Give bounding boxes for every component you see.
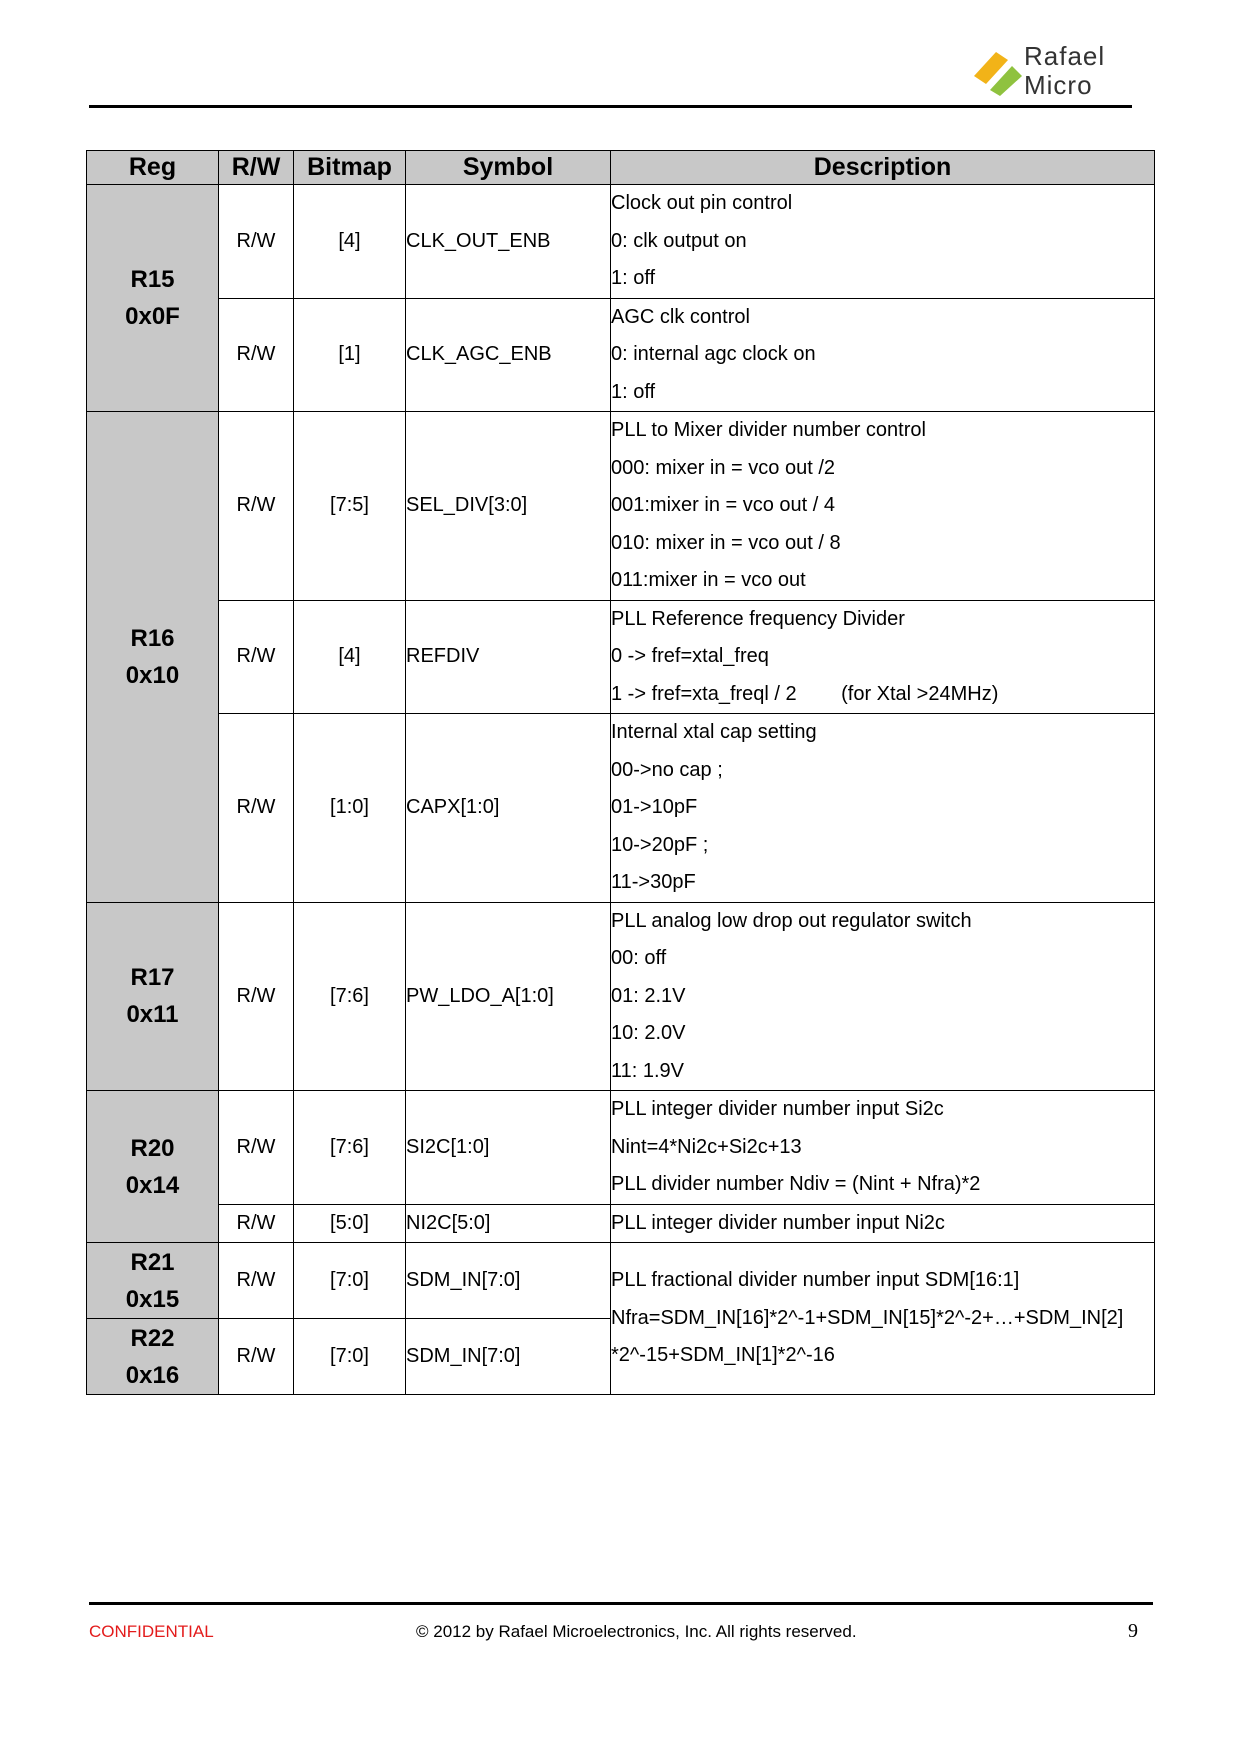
description-line: Internal xtal cap setting: [611, 721, 817, 743]
bitmap-cell: [4]: [294, 185, 406, 299]
description-cell: [611, 714, 1155, 903]
reg-address: 0x14: [125, 1171, 180, 1199]
table-row: [87, 600, 1155, 714]
rw-cell: R/W: [219, 1243, 294, 1319]
col-header-symbol: Symbol: [406, 151, 611, 185]
col-header-description: Description: [611, 151, 1155, 185]
rw-cell: R/W: [219, 714, 294, 903]
reg-name: R22: [130, 1324, 175, 1352]
logo-line-1: Rafael: [1024, 41, 1106, 71]
table-row: [87, 1243, 1155, 1319]
register-table: [86, 150, 1155, 1395]
bitmap-cell: [1]: [294, 298, 406, 412]
description-line: 11: 1.9V: [611, 1059, 685, 1082]
description-line: PLL integer divider number input Si2c: [611, 1098, 944, 1120]
reg-address: 0x15: [125, 1285, 180, 1313]
footer-rule: [89, 1602, 1153, 1605]
description-line: Clock out pin control: [611, 192, 793, 214]
col-header-rw: R/W: [219, 151, 294, 185]
description-line: 01->10pF: [611, 796, 698, 818]
logo-text: [1024, 42, 1105, 100]
page-number: 9: [1128, 1620, 1138, 1642]
reg-address: 0x10: [125, 661, 180, 689]
reg-address: 0x16: [125, 1361, 180, 1389]
bitmap-cell: [7:6]: [294, 1091, 406, 1205]
description-line: 0 -> fref=xtal_freq: [611, 645, 769, 667]
rw-cell: R/W: [219, 902, 294, 1091]
bitmap-cell: [7:0]: [294, 1243, 406, 1319]
description-line: 001:mixer in = vco out / 4: [611, 494, 836, 516]
symbol-cell: SEL_DIV[3:0]: [406, 412, 611, 601]
reg-cell: [87, 1319, 219, 1395]
description-cell: [611, 1243, 1155, 1395]
description-line: 1 -> fref=xta_freql / 2 (for Xtal >24MHz): [611, 682, 999, 705]
reg-name: R16: [130, 624, 175, 652]
description-line: 011:mixer in = vco out: [611, 569, 806, 591]
description-line: PLL integer divider number input Ni2c: [611, 1211, 945, 1234]
confidential-label: CONFIDENTIAL: [89, 1622, 214, 1641]
table-row: [87, 412, 1155, 601]
description-line: PLL analog low drop out regulator switch: [611, 909, 972, 932]
reg-name: R15: [130, 266, 175, 293]
symbol-cell: PW_LDO_A[1:0]: [406, 902, 611, 1091]
symbol-cell: REFDIV: [406, 600, 611, 714]
table-row: [87, 714, 1155, 903]
description-line: 11->30pF: [611, 871, 696, 893]
table-row: [87, 902, 1155, 1091]
rw-cell: R/W: [219, 412, 294, 601]
description-line: *2^-15+SDM_IN[1]*2^-16: [611, 1344, 835, 1367]
symbol-cell: SI2C[1:0]: [406, 1091, 611, 1205]
description-cell: [611, 412, 1155, 601]
header-row: [87, 151, 1155, 185]
description-line: 00->no cap ;: [611, 758, 723, 781]
description-line: Nint=4*Ni2c+Si2c+13: [611, 1135, 802, 1158]
rw-cell: R/W: [219, 1319, 294, 1395]
description-line: 010: mixer in = vco out / 8: [611, 531, 841, 554]
reg-cell: [87, 902, 219, 1091]
description-line: 000: mixer in = vco out /2: [611, 456, 836, 479]
reg-cell: [87, 185, 219, 412]
rw-cell: R/W: [219, 1204, 294, 1243]
symbol-cell: CAPX[1:0]: [406, 714, 611, 903]
col-header-reg: Reg: [87, 151, 219, 185]
bitmap-cell: [7:6]: [294, 902, 406, 1091]
symbol-cell: NI2C[5:0]: [406, 1204, 611, 1243]
description-line: 0: clk output on: [611, 229, 747, 252]
description-line: PLL divider number Ndiv = (Nint + Nfra)*2: [611, 1173, 981, 1195]
description-line: 01: 2.1V: [611, 984, 686, 1007]
rw-cell: R/W: [219, 600, 294, 714]
bitmap-cell: [1:0]: [294, 714, 406, 903]
description-cell: [611, 600, 1155, 714]
header-rule: [89, 105, 1132, 108]
table-row: [87, 1204, 1155, 1243]
company-logo: [968, 42, 1118, 104]
description-line: AGC clk control: [611, 305, 750, 328]
description-line: PLL fractional divider number input SDM[16:1]: [611, 1269, 1020, 1292]
reg-name: R21: [130, 1248, 175, 1276]
reg-name: R20: [130, 1134, 175, 1162]
description-line: 00: off: [611, 947, 667, 969]
rw-cell: R/W: [219, 298, 294, 412]
symbol-cell: SDM_IN[7:0]: [406, 1243, 611, 1319]
description-cell: [611, 1204, 1155, 1243]
reg-address: 0x0F: [125, 303, 180, 330]
description-cell: [611, 185, 1155, 299]
symbol-cell: SDM_IN[7:0]: [406, 1319, 611, 1395]
bitmap-cell: [4]: [294, 600, 406, 714]
rafael-logo-icon: [968, 46, 1026, 98]
description-line: 10->20pF ;: [611, 833, 709, 856]
table-row: [87, 1091, 1155, 1205]
description-cell: [611, 902, 1155, 1091]
table-row: [87, 298, 1155, 412]
bitmap-cell: [7:0]: [294, 1319, 406, 1395]
reg-cell: [87, 1243, 219, 1319]
description-line: 10: 2.0V: [611, 1022, 686, 1044]
reg-cell: [87, 412, 219, 903]
copyright-text: © 2012 by Rafael Microelectronics, Inc. All rights reserved.: [416, 1622, 857, 1641]
symbol-cell: CLK_OUT_ENB: [406, 185, 611, 299]
reg-address: 0x11: [126, 1001, 179, 1029]
rw-cell: R/W: [219, 1091, 294, 1205]
description-cell: [611, 298, 1155, 412]
rw-cell: R/W: [219, 185, 294, 299]
description-line: 0: internal agc clock on: [611, 343, 816, 365]
bitmap-cell: [7:5]: [294, 412, 406, 601]
description-cell: [611, 1091, 1155, 1205]
col-header-bitmap: Bitmap: [294, 151, 406, 185]
description-line: PLL to Mixer divider number control: [611, 419, 926, 441]
table-row: [87, 185, 1155, 299]
description-line: 1: off: [611, 267, 656, 289]
description-line: PLL Reference frequency Divider: [611, 607, 905, 630]
reg-cell: [87, 1091, 219, 1243]
description-line: 1: off: [611, 380, 656, 403]
symbol-cell: CLK_AGC_ENB: [406, 298, 611, 412]
logo-line-2: Micro: [1024, 70, 1093, 100]
reg-name: R17: [130, 964, 175, 992]
bitmap-cell: [5:0]: [294, 1204, 406, 1243]
description-line: Nfra=SDM_IN[16]*2^-1+SDM_IN[15]*2^-2+…+SDM_IN[2]: [611, 1306, 1124, 1329]
